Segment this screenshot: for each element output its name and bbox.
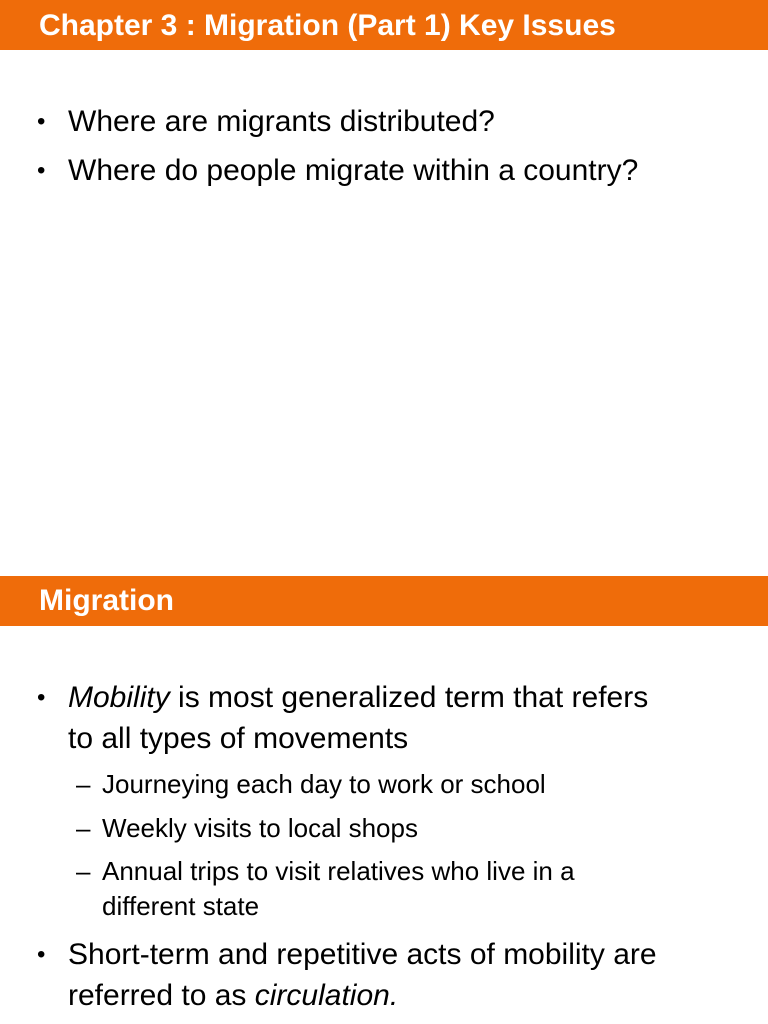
slide-1-bullet-2-text: Where do people migrate within a country? [68, 154, 639, 187]
dash-icon: – [76, 813, 91, 843]
bullet-dot-icon: • [37, 157, 46, 184]
slide-2-bullet-1-text: is most generalized term that refers to all types of movements [68, 681, 649, 755]
slide-2-subbullet-3 [0, 854, 768, 924]
slide-2-subbullet-1-text: Journeying each day to work or school [102, 769, 546, 799]
slide-1-bullet-1 [0, 101, 768, 142]
slide-2-title: Migration [0, 576, 768, 626]
slide-2-subbullet-2-text: Weekly visits to local shops [102, 813, 418, 843]
slide-2-bullet-2-text: Short-term and repetitive acts of mobility are referred to as [68, 938, 657, 1012]
mobility-term: Mobility [68, 681, 170, 714]
slide-2-bullet-1 [0, 677, 768, 759]
slide-2-subbullet-2 [0, 811, 768, 846]
bullet-dot-icon: • [37, 108, 46, 135]
slide-1-bullet-1-text: Where are migrants distributed? [68, 105, 495, 138]
slide-2-subbullet-3-text: Annual trips to visit relatives who live in a different state [102, 856, 575, 921]
slide-1-bullet-2 [0, 150, 768, 191]
bullet-dot-icon: • [37, 684, 46, 711]
slide-2-bullet-list [0, 677, 768, 1016]
slide-1-title: Chapter 3 : Migration (Part 1) Key Issues [0, 0, 768, 50]
slide-2-bullet-2 [0, 934, 768, 1016]
slide-2 [0, 576, 768, 1024]
bullet-dot-icon: • [37, 941, 46, 968]
circulation-term: circulation. [254, 979, 399, 1012]
slide-1-bullet-list [0, 101, 768, 191]
dash-icon: – [76, 856, 91, 886]
slide-2-subbullet-1 [0, 767, 768, 802]
dash-icon: – [76, 769, 91, 799]
